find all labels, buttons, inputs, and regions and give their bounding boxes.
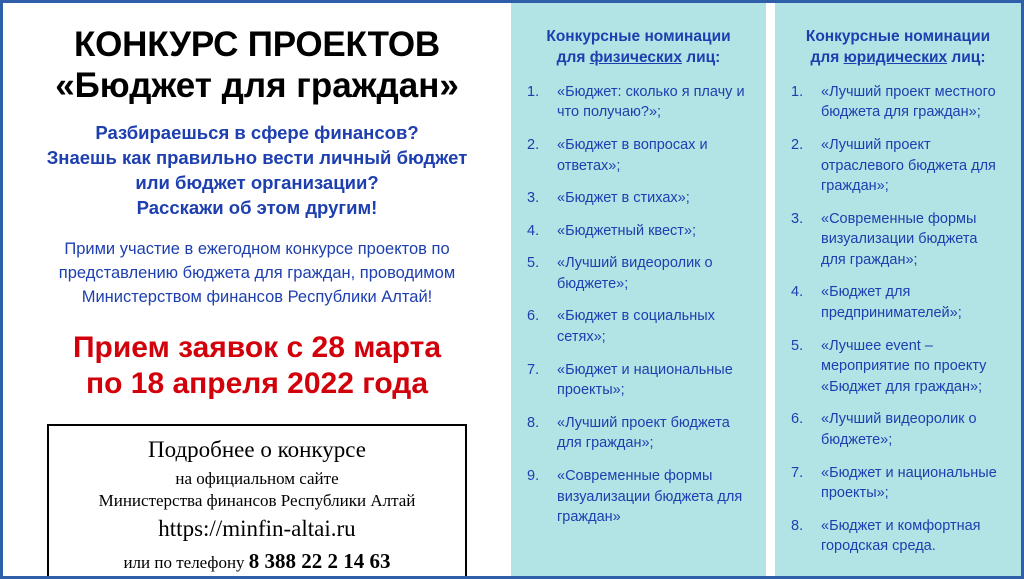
phone-label: или по телефону [123, 552, 249, 572]
list-item: «Лучшее event – мероприятие по проекту «Бюджет для граждан»; [821, 337, 987, 395]
page-title: КОНКУРС ПРОЕКТОВ [74, 25, 440, 64]
list-item: «Лучший проект отраслевого бюджета для граждан»; [821, 137, 996, 195]
deadline-line-2: по 18 апреля 2022 года [85, 367, 429, 401]
contact-heading: Подробнее о конкурсе [148, 437, 366, 463]
nominations-individuals-list [527, 82, 750, 528]
list-item: «Современные формы визуализации бюджета для граждан»; [821, 210, 978, 268]
heading-line-1: Конкурсные номинации [805, 28, 991, 45]
heading-emphasis: физических [589, 48, 682, 66]
list-item: «Бюджетный квест»; [557, 222, 697, 239]
heading-line-1: Конкурсные номинации [546, 28, 731, 45]
list-item: «Бюджет и национальные проекты»; [557, 361, 733, 399]
heading-suffix: лиц: [681, 48, 721, 66]
list-item: «Бюджет и национальные проекты»; [821, 464, 997, 502]
nominations-legal-list [791, 82, 1005, 557]
deadline-line-1: Прием заявок с 28 марта [72, 331, 442, 365]
nominations-legal-panel [775, 3, 1021, 576]
list-item: «Лучший проект местного бюджета для граждан»; [821, 83, 996, 121]
list-item: «Бюджет в стихах»; [557, 190, 690, 207]
contact-subline-1: на официальном сайте [175, 468, 339, 488]
questions-block [47, 121, 468, 221]
nominations-individuals-heading [527, 27, 750, 69]
page-subtitle: «Бюджет для граждан» [55, 66, 459, 106]
list-item: «Бюджет: сколько я плачу и что получаю?»; [557, 83, 745, 121]
invitation-line-1: Прими участие в ежегодном конкурсе проектов по [64, 240, 450, 259]
list-item: «Бюджет в вопросах и ответах»; [557, 137, 708, 174]
question-line-4: Расскажи об этом другим! [136, 197, 378, 219]
list-item: «Лучший видеоролик о бюджете»; [557, 255, 713, 292]
heading-line-2 [527, 48, 750, 69]
phone-line [57, 548, 457, 575]
invitation-block [59, 238, 455, 310]
contact-subline-2: Министерства финансов Республики Алтай [98, 490, 416, 510]
invitation-line-3: Министерством финансов Республики Алтай! [81, 288, 433, 307]
heading-prefix: для [556, 48, 590, 66]
poster-content [3, 3, 1021, 576]
list-item: «Бюджет в социальных сетях»; [557, 308, 715, 346]
deadline-block [73, 330, 441, 402]
contact-info-box [47, 424, 467, 579]
invitation-line-2: представлению бюджета для граждан, проводимом [58, 264, 456, 283]
question-line-3: или бюджет организации? [135, 172, 379, 194]
heading-suffix: лиц: [947, 48, 986, 66]
list-item: «Лучший видеоролик о бюджете»; [821, 411, 977, 448]
announcement-column [3, 3, 511, 576]
nominations-individuals-panel [511, 3, 766, 576]
heading-prefix: для [810, 48, 844, 66]
phone-number: 8 388 22 2 14 63 [248, 548, 391, 573]
list-item: «Бюджет для предпринимателей»; [821, 284, 962, 322]
website-link[interactable]: https://minfin-altai.ru [158, 515, 356, 541]
question-line-2: Знаешь как правильно вести личный бюджет [46, 147, 468, 169]
question-line-1: Разбираешься в сфере финансов? [95, 122, 419, 144]
list-item: «Бюджет и комфортная городская среда. [821, 517, 981, 555]
nominations-legal-heading [791, 27, 1005, 69]
heading-line-2 [791, 48, 1005, 69]
list-item: «Лучший проект бюджета для граждан»; [557, 414, 730, 452]
list-item: «Современные формы визуализации бюджета для граждан» [557, 467, 743, 526]
heading-emphasis: юридических [843, 48, 948, 66]
